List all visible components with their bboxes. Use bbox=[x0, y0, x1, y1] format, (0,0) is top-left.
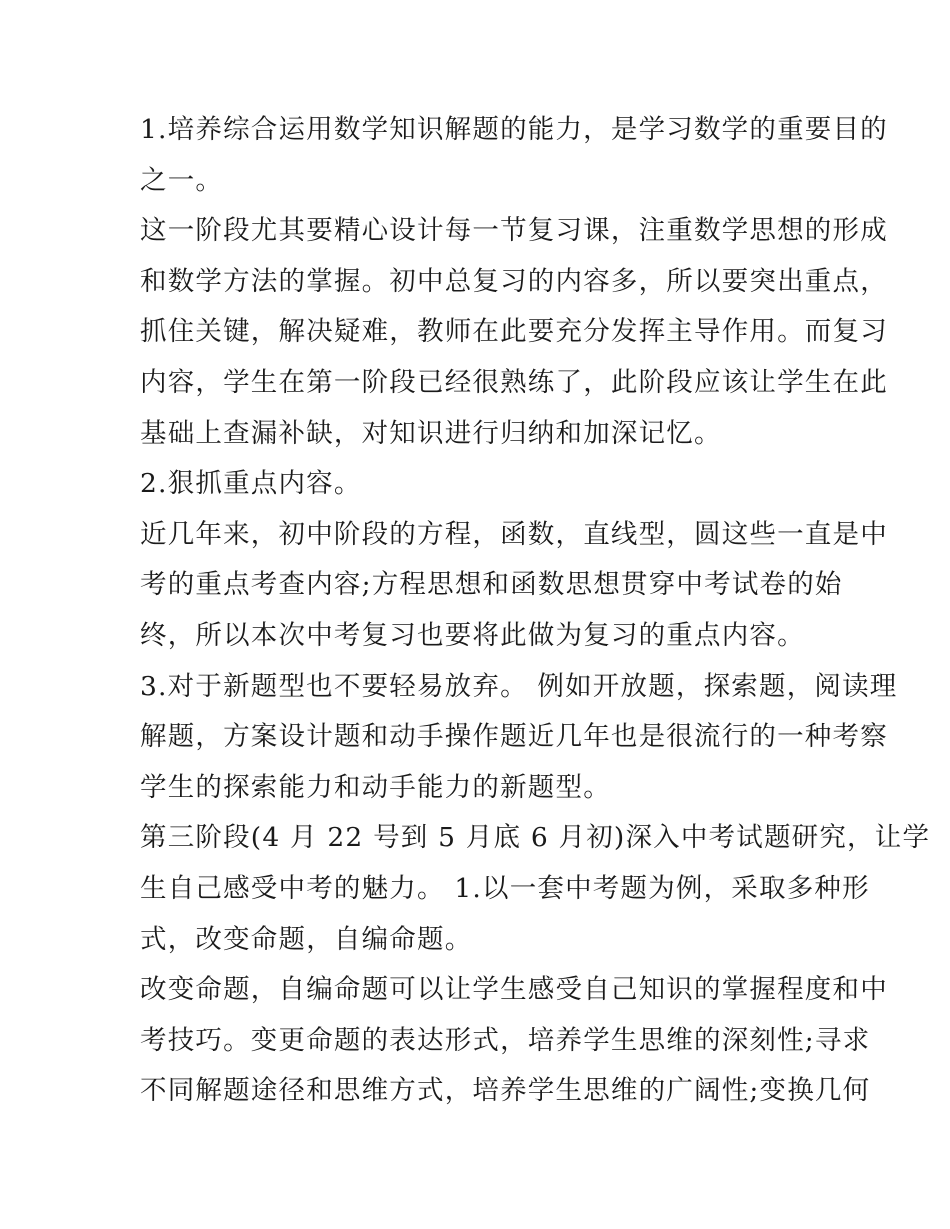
text-line: 考的重点考查内容;方程思想和函数思想贯穿中考试卷的始 bbox=[140, 569, 843, 601]
text-line: 终，所以本次中考复习也要将此做为复习的重点内容。 bbox=[140, 619, 805, 651]
text-line: 和数学方法的掌握。初中总复习的内容多，所以要突出重点， bbox=[140, 265, 888, 297]
text-line: 学生的探索能力和动手能力的新题型。 bbox=[140, 771, 611, 803]
text-line: 抓住关键，解决疑难，教师在此要充分发挥主导作用。而复习 bbox=[140, 316, 888, 348]
text-line: 近几年来，初中阶段的方程，函数，直线型，圆这些一直是中 bbox=[140, 518, 888, 550]
text-line: 之一。 bbox=[140, 164, 224, 196]
text-line: 内容，学生在第一阶段已经很熟练了，此阶段应该让学生在此 bbox=[140, 366, 888, 398]
text-line: 3.对于新题型也不要轻易放弃。 例如开放题，探索题，阅读理 bbox=[140, 670, 898, 702]
text-line: 改变命题，自编命题可以让学生感受自己知识的掌握程度和中 bbox=[140, 974, 888, 1006]
text-line: 基础上查漏补缺，对知识进行归纳和加深记忆。 bbox=[140, 417, 722, 449]
text-line: 式，改变命题，自编命题。 bbox=[140, 923, 473, 955]
text-line: 2.狠抓重点内容。 bbox=[140, 468, 362, 500]
text-line: 1.培养综合运用数学知识解题的能力，是学习数学的重要目的 bbox=[140, 114, 888, 145]
text-line: 考技巧。变更命题的表达形式，培养学生思维的深刻性;寻求 bbox=[140, 1024, 871, 1056]
text-line: 解题，方案设计题和动手操作题近几年也是很流行的一种考察 bbox=[140, 721, 888, 753]
text-line: 生自己感受中考的魅力。 1.以一套中考题为例，采取多种形 bbox=[140, 872, 870, 904]
text-line: 这一阶段尤其要精心设计每一节复习课，注重数学思想的形成 bbox=[140, 215, 888, 247]
document-body bbox=[140, 105, 931, 1117]
text-line: 不同解题途径和思维方式，培养学生思维的广阔性;变换几何 bbox=[140, 1075, 871, 1107]
text-line: 第三阶段(4 月 22 号到 5 月底 6 月初)深入中考试题研究，让学 bbox=[140, 822, 931, 854]
